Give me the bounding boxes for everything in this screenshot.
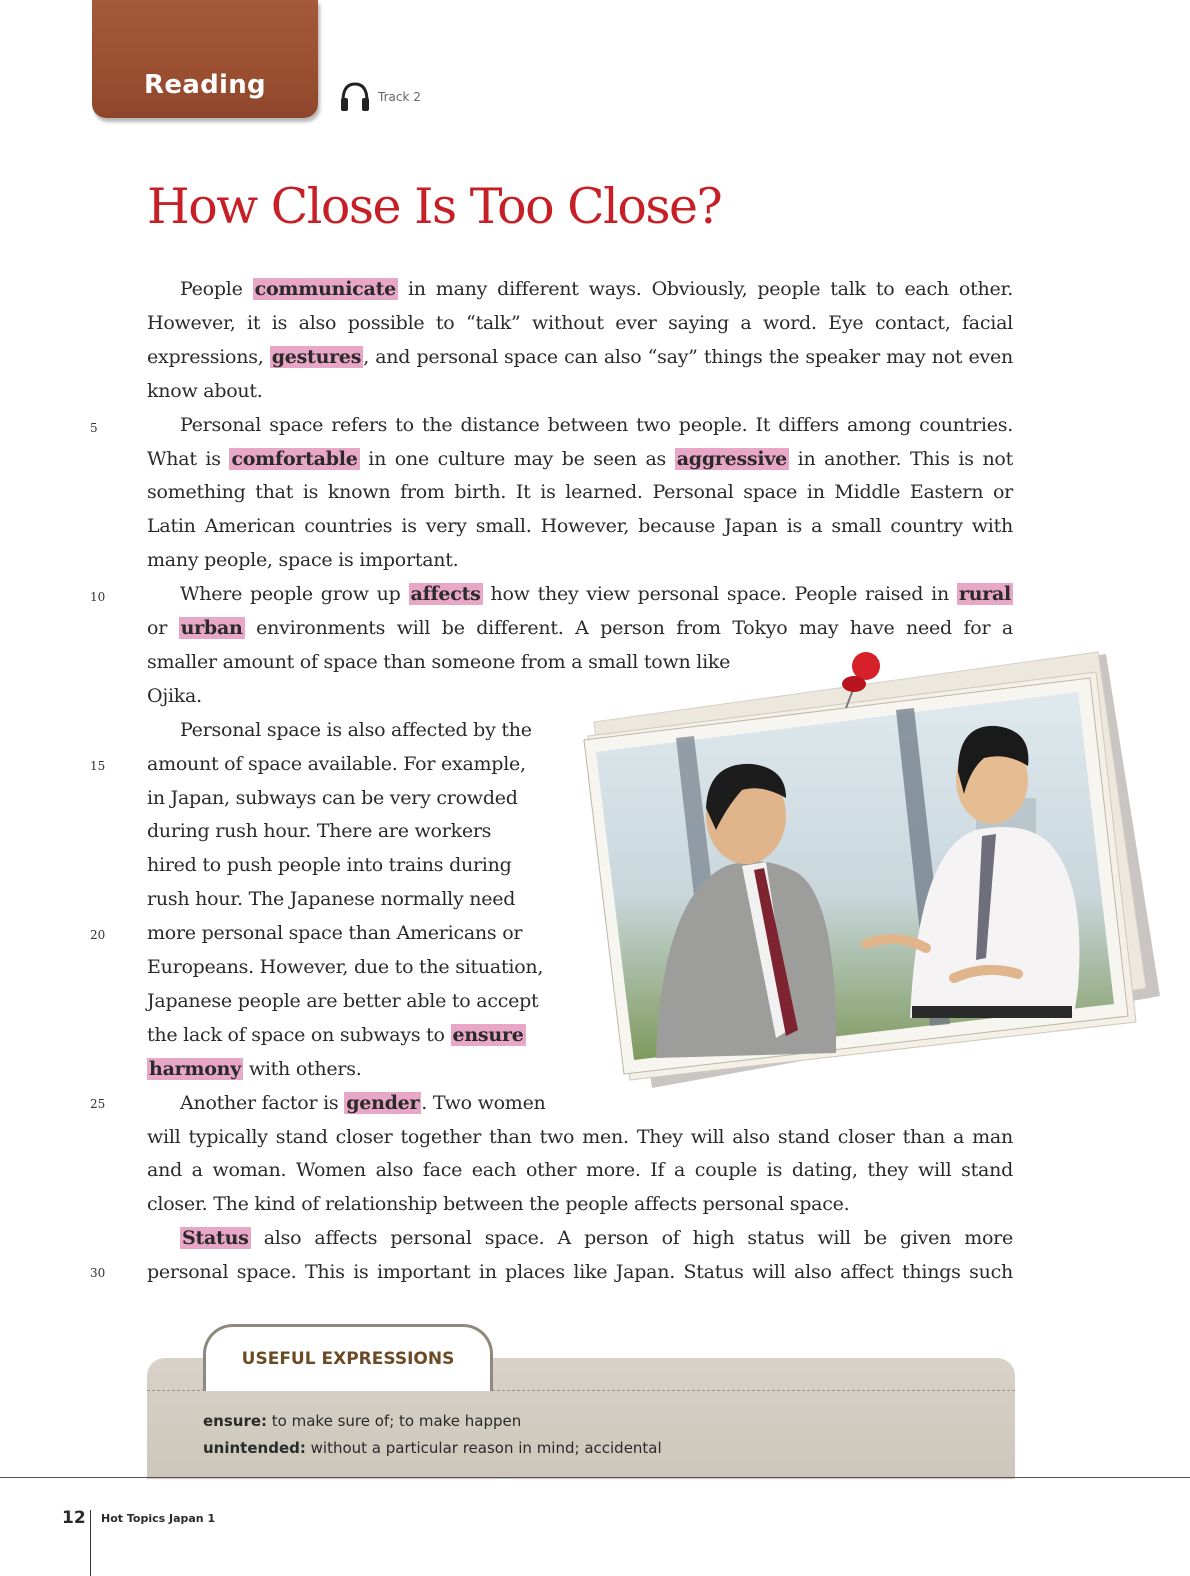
- expression-item: ensure: to make sure of; to make happen: [203, 1412, 522, 1430]
- expression-item: unintended: without a particular reason in mind; accidental: [203, 1439, 662, 1457]
- line-number: 30: [90, 1266, 106, 1280]
- text-line: will typically stand closer together than two men. They will also stand closer than a man: [147, 1125, 1013, 1148]
- line-number: 5: [90, 421, 98, 435]
- track-label: Track 2: [378, 90, 421, 104]
- footer-rule: [0, 1477, 1190, 1478]
- article-title: How Close Is Too Close?: [147, 178, 722, 235]
- useful-expressions-heading: USEFUL EXPRESSIONS: [241, 1349, 455, 1369]
- text-line: What is comfortable in one culture may be seen as aggressive in another. This is not: [147, 447, 1014, 470]
- page-number: 12: [62, 1508, 86, 1528]
- keyword-highlight: aggressive: [676, 447, 787, 470]
- book-title: Hot Topics Japan 1: [101, 1512, 216, 1525]
- line-number: 20: [90, 928, 106, 942]
- audio-track[interactable]: [340, 80, 421, 114]
- text-line: harmony with others.: [149, 1057, 362, 1080]
- keyword-highlight: Status: [182, 1227, 249, 1250]
- text-line: People communicate in many different ways. Obviously, people talk to each other.: [180, 278, 1014, 300]
- text-line: many people, space is important.: [147, 549, 459, 572]
- text-line: closer. The kind of relationship between the people affects personal space.: [147, 1193, 850, 1216]
- text-line: and a woman. Women also face each other more. If a couple is dating, they will stand: [147, 1159, 1013, 1182]
- text-line: Another factor is gender . Two women: [180, 1091, 546, 1114]
- text-line: in Japan, subways can be very crowded: [147, 786, 518, 809]
- text-line: Japanese people are better able to accept: [147, 989, 539, 1012]
- keyword-highlight: comfortable: [231, 447, 358, 470]
- line-number: 10: [90, 590, 106, 604]
- keyword-highlight: urban: [180, 617, 243, 639]
- text-line: Latin American countries is very small. However, because Japan is a small country with: [147, 515, 1013, 538]
- text-line: rush hour. The Japanese normally need: [147, 888, 516, 911]
- text-line: personal space. This is important in places like Japan. Status will also affect things such: [147, 1261, 1013, 1284]
- text-line: the lack of space on subways to ensure: [147, 1023, 524, 1046]
- text-line: know about.: [147, 379, 263, 402]
- keyword-highlight: gestures: [271, 345, 362, 368]
- useful-expressions-box: [147, 1324, 1015, 1479]
- text-line: However, it is also possible to “talk” without ever saying a word. Eye contact, facial: [147, 311, 1013, 334]
- keyword-highlight: harmony: [149, 1057, 242, 1080]
- text-line: expressions, gestures , and personal space can also “say” things the speaker may not even: [147, 345, 1013, 368]
- text-line: Ojika.: [147, 684, 202, 707]
- text-line: smaller amount of space than someone from a small town like: [147, 650, 731, 673]
- keyword-highlight: ensure: [452, 1023, 524, 1046]
- line-number: 15: [90, 759, 106, 773]
- section-tab: [92, 0, 318, 118]
- text-line: more personal space than Americans or: [147, 922, 523, 945]
- text-line: Where people grow up affects how they view personal space. People raised in rural: [180, 583, 1011, 606]
- text-line: Personal space is also affected by the: [180, 718, 532, 741]
- text-line: hired to push people into trains during: [147, 854, 512, 877]
- keyword-highlight: affects: [410, 583, 481, 606]
- section-tab-label: Reading: [144, 70, 266, 100]
- text-line: Europeans. However, due to the situation,: [147, 956, 544, 978]
- two-businessmen-talking-photo: [566, 648, 1164, 1090]
- text-line: Status also affects personal space. A person of high status will be given more: [182, 1227, 1013, 1250]
- keyword-highlight: communicate: [254, 278, 396, 300]
- keyword-highlight: gender: [346, 1091, 420, 1114]
- text-line: amount of space available. For example,: [147, 752, 526, 775]
- headphones-icon: [340, 81, 370, 113]
- line-number: 25: [90, 1097, 106, 1111]
- footer-divider: [90, 1510, 91, 1576]
- useful-expressions-tab: [203, 1324, 493, 1391]
- text-line: during rush hour. There are workers: [147, 820, 492, 843]
- text-line: Personal space refers to the distance between two people. It differs among countries.: [180, 413, 1013, 436]
- keyword-highlight: rural: [958, 583, 1011, 606]
- text-line: something that is known from birth. It is learned. Personal space in Middle Eastern or: [147, 481, 1013, 504]
- text-line: or urban environments will be different. A person from Tokyo may have need for a: [147, 617, 1013, 639]
